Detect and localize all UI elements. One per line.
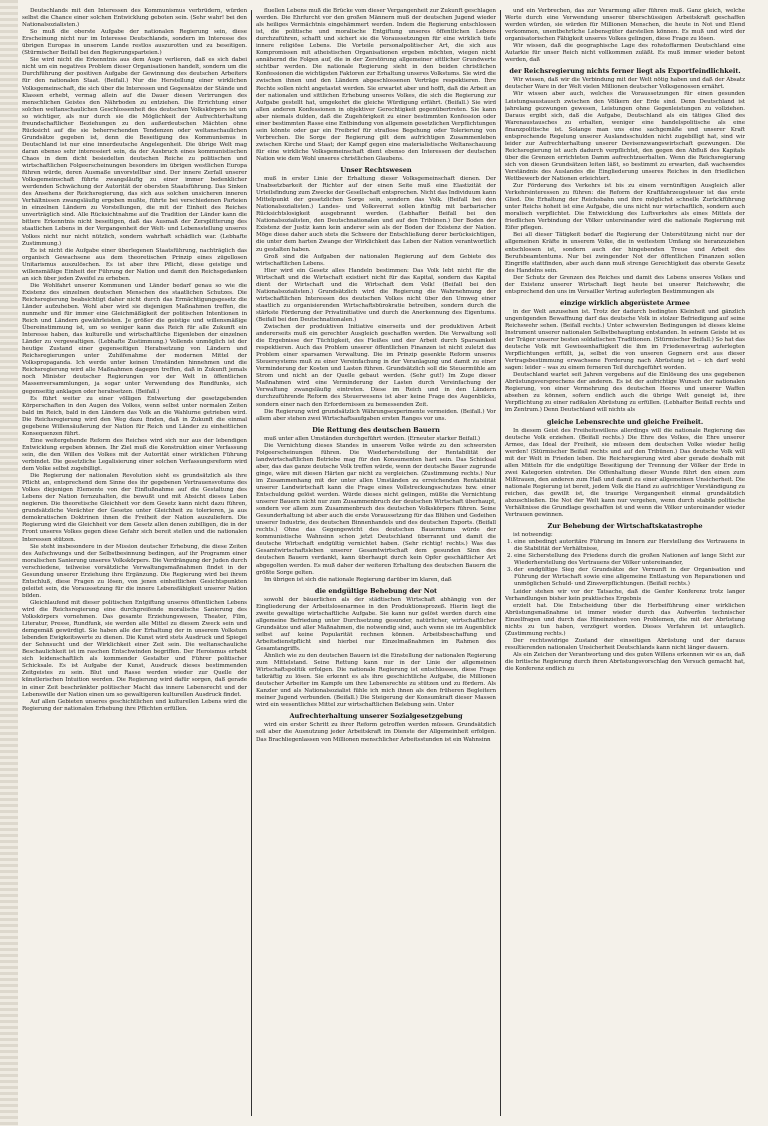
paragraph: Sie steht insbesondere in der Mission deutscher Erhebung, die diese Zeiten des Aufschwungs und der Selbstbesinnung bedingen, auf ihr Programm einer moralischen Sanierung unseres Volkskörpers. Die Verdrängung der Juden durch verschiedene, teilweise vorsätzliche Verwaltungsmaßnahmen findet in der Gesundung unserer Erziehung ihre Ergänzung. Die Regierung wird bei ihrem Entschluß, diese Fragen zu lösen, von jenen einheitlichen Gesichtspunkten geleitet sein, die Voraussetzung für die innere Lebensfähigkeit unserer Nation bilden. [22,543,247,599]
column-divider-right [500,10,501,1116]
paragraph: So muß die oberste Aufgabe der nationalen Regierung sein, diese Erscheinung nicht nur im Interesse Deutschlands, sondern im Interesse des übrigen Europas in unserem Lande restlos auszurotten und zu beseitigen. (Stürmischer Beifall bei den Regierungsparteien.) [22,29,247,57]
paragraph: Sie wird nicht die Erkenntnis aus dem Auge verlieren, daß es sich dabei nicht um ein negatives Problem dieser Organisationen handelt, sondern um die Durchführung der positiven Aufgabe der Gewinnung des deutschen Arbeiters für den nationalen Staat. (Beifall.) Nur die Herstellung einer wirklichen Volksgemeinschaft, die sich über die Interessen und Gegensätze der Stände und Klassen erhebt, vermag allein auf die Dauer diesen Verirrungen des menschlichen Geistes den Nährboden zu entziehen. Die Errichtung einer solchen weltanschaulichen Geschlossenheit des deutschen Volkskörpers ist um so wichtiger, als nur durch sie die Möglichkeit der Aufrechterhaltung freundschaftlicher Beziehungen zu den außerdeutschen Mächten ohne Rücksicht auf die sie beherrschenden Tendenzen oder weltanschaulichen Grundsätze gegeben ist, denn die Beseitigung des Kommunismus in Deutschland ist nur eine innerdeutsche Angelegenheit. Die übrige Welt mag daran ebenso sehr interessiert sein, da der Ausbruch eines kommunistischen Chaos in dem dicht besiedelten deutschen Reiche zu politischen und wirtschaftlichen Folgeerscheinungen besonders im übrigen westlichen Europa führen würde, deren Ausmaße unvorstellbar sind. Der innere Zerfall unserer Volksgemeinschaft führte zwangsläufig zu einer immer bedenklicher werdenden Schwächung der Autorität der obersten Staatsführung. Das Sinken des Ansehens der Reichsregierung, das sich aus solchen unsicheren inneren Verhältnissen zwangsläufig ergeben mußte, führte bei verschiedenen Parteien in einzelnen Ländern zu Vorstellungen, die mit der Einheit des Reiches unverträglich sind. Alle Rücksichtnahme auf die Tradition der Länder kann die bittere Erkenntnis nicht beseitigen, daß das Ausmaß der Zersplitterung des staatlichen Lebens in der Vergangenheit der Welt- und Lebensstellung unseres Volkes nicht nur nicht nützlich, sondern wahrhaft schädlich war. (Lebhafte Zustimmung.) [22,57,247,247]
paragraph: Auf allen Gebieten unseres geschichtlichen und kulturellen Lebens wird die Regierung der nationalen Erhebung ihre Pflichten erfüllen. [22,698,247,712]
paragraph: Zur Förderung des Verkehrs ist bis zu einem vernünftigen Ausgleich aller Verkehrsinteressen zu führen: die Reform der Kraftfahrzeugsteuer ist das erste Glied. Die Erhaltung der Reichsbahn und ihre möglichst schnelle Zurückführung unter Reichs hoheit ist eine Aufgabe, die uns nicht nur wirtschaftlich, sondern auch moralisch verpflichtet. Die Entwicklung des Luftverkehrs als eines Mittels der friedlichen Verbindung der Völker untereinander wird die nationale Regierung mit Eifer pflegen. [505,183,745,232]
paragraph: Wir wissen aber auch, welches die Voraussetzungen für einen gesunden Leistungsaustausch zwischen den Völkern der Erde sind. Denn Deutschland ist jahrelang gezwungen gewesen, Leistungen ohne Gegenleistungen zu vollziehen. Daraus ergibt sich, daß die Aufgabe, Deutschland als ein tätiges Glied des Warenaustausches zu erhalten, weniger eine handelspolitische als eine finanzpolitische ist. Solange man uns eine sachgemäße und unserer Kraft entsprechende Regelung unserer Auslandsschulden nicht zugebilligt hat, sind wir leider zur Aufrechterhaltung unserer Devisenzwangswirtschaft gezwungen. Die Reichsregierung ist auch dadurch verpflichtet, den gegen den Abfluß des Kapitals über die Grenzen errichteten Damm aufrechtzuerhalten. Wenn die Reichsregierung sich von diesen Grundsätzen leiten läßt, so bestimmt zu erwarten, daß wachsendes Verständnis des Auslandes die Eingliederung unseres Reiches in den friedlichen Wettbewerb der Nationen erleichtert. [505,91,745,183]
section-heading: Zur Behebung der Wirtschaftskatastrophe [547,522,703,531]
section-heading: Die Rettung des deutschen Bauern [312,425,440,434]
column-left [22,8,247,1118]
paragraph: und ein Verbrechen, das zur Verarmung aller führen muß. Ganz gleich, welche Werte durch eine Verwendung unserer überschüssigen Arbeitskraft geschaffen werden würden, sie würden für Millionen Menschen, die heute in Not und Elend verkommen, unentbehrliche Lebensgüter darstellen können. Es muß und wird der organisatorischen Fähigkeit unseres Volkes gelingen, diese Frage zu lösen. [505,8,745,43]
paragraph: Der Schutz der Grenzen des Reiches und damit des Lebens unseres Volkes und der Existenz unserer Wirtschaft liegt heute bei unserer Reichswehr, die entsprechend den uns im Versailler Vertrag auferlegten Bestimmungen als [505,274,745,295]
paragraph: Als ein Zeichen der Verantwortung und des guten Willens erkennen wir es an, daß die britische Regierung durch ihren Abrüstungsvorschlag den Versuch gemacht hat, die Konferenz endlich zu [505,651,745,673]
paragraph: In diesem Geist des Freiheitswillens allerdings will die nationale Regierung das deutsche Volk erziehen. (Beifall rechts.) Die Ehre des Volkes, die Ehre unserer Armee, das Ideal der Freiheit, sie müssen dem deutschen Volke wieder heilig werden! (Stürmischer Beifall rechts und auf den Tribünen.) Das deutsche Volk will mit der Welt in Frieden leben. Die Reichsregierung wird aber gerade deshalb mit allen Mitteln für die endgültige Beseitigung der Trennung der Völker der Erde in zwei Kategorien eintreten. Die Offenhaltung dieser Wunde führt den einen zum Mißtrauen, den anderen zum Haß und damit zu einer allgemeinen Unsicherheit. Die nationale Regierung ist bereit, jedem Volk die Hand zu aufrichtiger Verständigung zu reichen, das gewillt ist, die traurige Vergangenheit einmal grundsätzlich abzuschließen. Die Not der Welt kann nur vergehen, wenn durch stabile politische Verhältnisse die Grundlage geschaffen ist und wenn die Völker untereinander wieder Vertrauen gewinnen. [505,427,745,519]
paragraph: erzielt hat. Die Entscheidung über die Herbeiführung einer wirklichen Abrüstungsmaßnahme ist immer wieder durch das Aufwerfen technischer Einzelfragen und durch das Hineinziehen von Problemen, die mit der Abrüstung nichts zu tun haben, verzögert worden. Dieses Verfahren ist untauglich. (Zustimmung rechts.) [505,602,745,637]
section-heading: Unser Rechtswesen [340,166,412,175]
paragraph: Die Regierung wird grundsätzlich Währungsexperimente vermeiden. (Beifall.) Vor allem aber stehen zwei Wirtschaftsaufgaben ersten Ranges vor uns. [256,408,496,422]
binding-gutter [0,0,18,1126]
paragraph: sowohl der bäuerlichen als der städtischen Wirtschaft abhängig von der Eingliederung der Arbeitslosenarmee in den Produktionsprozeß. Hierin liegt die zweite gewaltige wirtschaftliche Aufgabe. Sie kann nur gelöst werden durch eine allgemeine Befriedung unter Durchsetzung gesunder, natürlicher, wirtschaftlicher Grundsätze und aller Maßnahmen, die notwendig sind, auch wenn sie im Augenblick selbst auf keine Popularität rechnen können. Arbeitsbeschaffung und Arbeitsdienstpflicht sind hierbei nur Einzelmaßnahmen im Rahmen des Gesamtangriffs. [256,596,496,652]
paragraph: Der rechtswidrige Zustand der einseitigen Abrüstung und der daraus resultierenden nationalen Unsicherheit Deutschlands kann nicht länger dauern. [505,637,745,651]
numbered-list [505,539,745,588]
paragraph: Ähnlich wie zu den deutschen Bauern ist die Einstellung der nationalen Regierung zum Mittelstand. Seine Rettung kann nur in der Linie der allgemeinen Wirtschaftspolitik erfolgen. Die nationale Regierung ist entschlossen, diese Frage tatkräftig zu lösen. Sie erkennt es als ihre geschichtliche Aufgabe, die Millionen deutscher Arbeiter im Kampfe um ihre Lebensrechte zu stützen und zu fördern. Als Kanzler und als Nationalsozialist fühle ich mich ihnen als den früheren Begleitern meiner Jugend verbunden. (Beifall.) Die Steigerung der Konsumkraft dieser Massen wird ein wesentliches Mittel zur wirtschaftlichen Belebung sein. Unter [256,653,496,709]
section-heading: die endgültige Behebung der Not [314,586,438,595]
section-heading: Aufrechterhaltung unserer Sozialgesetzgebung [289,712,463,721]
paragraph: Die Wohlfahrt unserer Kommunen und Länder bedarf genau so wie die Existenz des einzelnen deutschen Menschen des staatlichen Schutzes. Die Reichsregierung beabsichtigt daher nicht durch das Ermächtigungsgesetz die Länder aufzuheben. Wohl aber wird sie diejenigen Maßnahmen treffen, die nunmehr und für immer eine Gleichmäßigkeit der politischen Intentionen in Reich und Ländern gewährleisten. Je größer die geistige und willensmäßige Übereinstimmung ist, um so weniger kann das Reich für alle Zukunft ein Interesse haben, das kulturelle und wirtschaftliche Eigenleben der einzelnen Länder zu vergewaltigen. (Lebhafte Zustimmung.) Vollends unmöglich ist der heutige Zustand einer gegenseitigen Herabsetzung von Ländern und Reichsregierungen unter Zuhilfenahme der modernen Mittel der Volkspropaganda. Ich werde unter keinen Umständen hinnehmen und die Reichsregierung wird alle Maßnahmen dagegen treffen, daß in Zukunft jemals noch Minister deutscher Regierungen vor der Welt in öffentlichen Massenversammlungen, ja sogar unter Verwendung des Rundfunks, sich gegenseitig anklagen oder herabsetzen. (Beifall.) [22,282,247,395]
paragraph: fluellen Lebens muß die Brücke vom dieser Vergangenheit zur Zukunft geschlagen werden. Die Ehrfurcht vor den großen Männern muß der deutschen Jugend wieder als heiliges Vermächtnis eingehämmert werden. Indem die Regierung entschlossen ist, die politische und moralische Entgiftung unseres öffentlichen Lebens durchzuführen, schafft und sichert sie die Voraussetzungen für eine wirklich tiefe innere religiöse Lebens. Die Vorteile personalpolitischer Art, die sich aus Kompromissen mit atheistischen Organisationen ergeben möchten, wiegen nicht annähernd die Folgen auf, die in der Zerstörung allgemeiner sittlicher Grundwerte sichtbar werden. Die nationale Regierung sieht in den beiden christlichen Konfessionen die wichtigsten Faktoren zur Erhaltung unseres Volkstums. Sie wird die zwischen ihnen und den Ländern abgeschlossenen Verträge respektieren. Ihre Rechte sollen nicht angetastet werden. Sie erwartet aber und hofft, daß die Arbeit an der nationalen und sittlichen Erhebung unseres Volkes, die sich die Regierung zur Aufgabe gestellt hat, umgekehrt die gleiche Würdigung erfährt. (Beifall.) Sie wird allen anderen Konfessionen in objektiver Gerechtigkeit gegenübertreten. Sie kann aber niemals dulden, daß die Zugehörigkeit zu einer bestimmten Konfession oder einer bestimmten Rasse eine Entbindung von allgemein gesetzlichen Verpflichtungen sein könnte oder gar ein Freibrief für straflose Begehung oder Tolerierung von Verbrechen. Die Sorge der Regierung gilt dem aufrichtigen Zusammenleben zwischen Kirche und Staat; der Kampf gegen eine materialistische Weltanschauung für eine wirkliche Volksgemeinschaft dient ebenso den Interessen der deutschen Nation wie dem Wohl unseres christlichen Glaubens. [256,8,496,162]
paragraph: Die Regierung der nationalen Revolution sieht es grundsätzlich als ihre Pflicht an, entsprechend dem Sinne des ihr gegebenen Vertrauensvotums des Volkes diejenigen Elemente von der Einflußnahme auf die Gestaltung des Lebens der Nation fernzuhalten, die bewußt und mit Absicht dieses Leben negieren. Die theoretische Gleichheit vor dem Gesetz kann nicht dazu führen, grundsätzliche Verächter der Gesetze unter Gleichheit zu tolerieren, ja aus demokratischen Doktrinen ihnen die Freiheit der Nation auszuliefern. Die Regierung wird die Gleichheit vor dem Gesetz allen denen zubilligen, die in der Front unseres Volkes gegen diese Gefahr sich bereit stellen und die nationalen Interessen stützen. [22,473,247,543]
list-item: 3. der endgültige Sieg der Grundsätze der Vernunft in der Organisation und Führung der Wirtschaft sowie eine allgemeine Entlastung von Reparationen und unmöglichen Schuld- und Zinsverpflichtungen. (Beifall rechts.) [514,567,745,588]
paragraph: Deutschlands mit den Interessen des Kommunismus verbrüdern, würden selbst die Chance einer solchen Entwicklung geboten sein. (Sehr wahr! bei den Nationalsozialisten.) [22,8,247,29]
paragraph: Wir wissen, daß wir die Verbindung mit der Welt nötig haben und daß der Absatz deutscher Ware in der Welt vielen Millionen deutscher Volksgenossen ernährt. [505,77,745,91]
column-right [505,8,745,1118]
paragraph: Gleichlaufend mit dieser politischen Entgiftung unseres öffentlichen Lebens wird die Reichsregierung eine durchgreifende moralische Sanierung des Volkskörpers vornehmen. Das gesamte Erziehungswesen, Theater, Film, Literatur, Presse, Rundfunk, sie werden alle Mittel zu diesem Zweck sein und demgemäß gewürdigt. Sie haben alle der Erhaltung der in unserem Volkstum lebenden Ewigkeitswerte zu dienen. Die Kunst wird stets Ausdruck und Spiegel der Sehnsucht und der Wirklichkeit einer Zeit sein. Die weltanschauliche Beschaulichkeit ist im raschen Entschwinden begriffen. Der Heroismus erhebt sich leidenschaftlich als kommender Gestalter und Führer politischer Schicksale. Es ist Aufgabe der Kunst, Ausdruck dieses bestimmenden Zeitgeistes zu sein. Blut und Rasse werden wieder zur Quelle der künstlerischen Intuition werden. Die Regierung wird dafür sorgen, daß gerade in einer Zeit beschränkter politischer Macht das innere Lebensrecht und der Lebenswille der Nation einen um so gewaltigeren kulturellen Ausdruck findet. [22,599,247,698]
paragraph: Eine weitergehende Reform des Reiches wird sich nur aus der lebendigen Entwicklung ergeben können. Ihr Ziel muß die Konstruktion einer Verfassung sein, die den Willen des Volkes mit der Autorität einer wirklichen Führung verbindet. Die gesetzliche Legalisierung einer solchen Verfassungsreform wird dem Volke selbst zugebilligt. [22,437,247,473]
paragraph: Im übrigen ist sich die nationale Regierung darüber im klaren, daß [264,576,452,583]
paragraph: Es ist nicht die Aufgabe einer überlegenen Staatsführung, nachträglich das organisch Gewachsene aus dem theoretischen Prinzip eines zügellosen Unitarismus auszulöschen. Es ist aber ihre Pflicht, diese geistige und willensmäßige Einheit der Führung der Nation und damit den Reichsgedanken an sich über jeden Zweifel zu erheben. [22,247,247,282]
paragraph: wird ein erster Schritt zu ihrer Reform getroffen werden müssen. Grundsätzlich soll aber die Ausnutzung jeder Arbeitskraft im Dienste der Allgemeinheit erfolgen. Das Brachliegenlassen von Millionen menschlicher Arbeitsstunden ist ein Wahnsinn [256,722,496,743]
paragraph: Deutschland wartet seit Jahren vergebens auf die Einlösung des uns gegebenen Abrüstungsversprechens der anderen. Es ist der aufrichtige Wunsch der nationalen Regierung, von einer Vermehrung des deutschen Heeres und unserer Waffen absehen zu können, sofern endlich auch die übrige Welt geneigt ist, ihre Verpflichtung zu einer radikalen Abrüstung zu erfüllen. (Lebhafter Beifall rechts und im Zentrum.) Denn Deutschland will nichts als [505,372,745,414]
paragraph: ist notwendig: [513,532,553,539]
paragraph: muß unter allen Umständen durchgeführt werden. (Erneuter starker Beifall.) [264,435,481,442]
section-heading: der Reichsregierung nichts ferner liegt als Exportfeindlichkeit. [509,67,741,76]
paragraph: Wir wissen, daß die geographische Lage des rohstoffarmen Deutschland eine Autarkie für unser Reich nicht vollkommen zuläßt. Es muß immer wieder betont werden, daß [505,43,745,64]
paragraph: Bei all dieser Tätigkeit bedarf die Regierung der Unterstützung nicht nur der allgemeinen Kräfte in unserem Volke, die in weitestem Umfang sie heranzuziehen entschlossen ist, sondern auch der hingebenden Treue und Arbeit des Berufsbeamtentums. Nur bei zwingender Not der öffentlichen Finanzen sollen Eingriffe stattfinden, aber auch dann muß strenge Gerechtigkeit das oberste Gesetz des Handelns sein. [505,232,745,274]
paragraph: Leider stehen wir vor der Tatsache, daß die Genfer Konferenz trotz langer Verhandlungen bisher kein praktisches Ergebnis [505,588,745,602]
list-item: 2. eine Sicherstellung des Friedens durch die großen Nationen auf lange Sicht zur Wiederherstellung des Vertrauens der Völker untereinander, [514,553,745,567]
paragraph: Es führt weiter zu einer völligen Entwertung der gesetzgebenden Körperschaften in den Augen des Volkes, wenn selbst unter normalen Zeiten bald im Reich, bald in den Ländern das Volk an die Wahlurne getrieben wird. Die Reichsregierung wird den Weg dazu finden, daß in Zukunft die einmal gegebene Willensäußerung der Nation für Reich und Länder zu einheitlichen Konsequenzen führt. [22,395,247,437]
paragraph: Zwischen der produktiven Initiative einerseits und der produktiven Arbeit andererseits muß ein gerechter Ausgleich geschaffen werden. Die Verwaltung soll die Ergebnisse der Tüchtigkeit, des Fleißes und der Arbeit durch Sparsamkeit respektieren. Auch das Problem unserer öffentlichen Finanzen ist nicht zuletzt das Problem einer sparsamen Verwaltung. Die im Prinzip gesenkte Reform unseres Steuersystems muß zu einer Vereinfachung in der Veranlagung und damit zu einer Verminderung der Kosten und Lasten führen. Grundsätzlich soll die Steuermühle am Strom und nicht an der Quelle gebaut werden. (Sehr gut!) Im Zuge dieser Maßnahmen wird eine Verminderung der Lasten durch Vereinfachung der Verwaltung zwangsläufig eintreten. Diese im Reich und in den Ländern durchzuführende Reform des Steuerwesens ist aber keine Frage des Augenblicks, sondern einer nach den Erfordernissen zu bemessenden Zeit. [256,324,496,408]
section-heading: gleiche Lebensrechte und gleiche Freiheit. [546,417,704,426]
section-heading: einzige wirklich abgerüstete Armee [560,298,690,307]
paragraph: Die Vernichtung dieses Standes in unserem Volke würde zu den schwersten Folgeerscheinungen führen. Die Wiederherstellung der Rentabilität der landwirtschaftlichen Betriebe mag für den Konsumenten hart sein. Das Schicksal aber, das das ganze deutsche Volk treffen würde, wenn der deutsche Bauer zugrunde ginge, wäre mit diesen Härten gar nicht zu vergleichen. (Zustimmung rechts.) Nur im Zusammenhang mit der unter allen Umständen zu erreichenden Rentabilität unserer Landwirtschaft kann die Frage eines Vollstreckungsschutzes bzw. einer Entschuldung gelöst werden. Würde dieses nicht gelingen, müßte die Vernichtung unserer Bauern nicht nur zum Zusammenbruch der deutschen Wirtschaft überhaupt, sondern vor allem zum Zusammenbruch des deutschen Volkskörpers führen. Seine Gesunderhaltung ist aber auch die erste Voraussetzung für das Blühen und Gedeihen unserer Industrie, des deutschen Binnenhandels und des deutschen Exports. (Beifall rechts.) Ohne das Gegengewicht des deutschen Bauerntums würde der kommunistische Wahnsinn schon jetzt Deutschland überrannt und damit die deutsche Wirtschaft endgültig vernichtet haben. (Sehr richtig! rechts.) Was das Gesamtwirtschaftsleben unserer Gesamtwirtschaft dem gesunden Sinn des deutschen Bauern verdankt, kann überhaupt durch kein Opfer geschäftlicher Art abgegolten werden. Es muß daher der weiteren Erhaltung des deutschen Bauern die größte Sorge gelten. [256,442,496,576]
paragraph: Groß sind die Aufgaben der nationalen Regierung auf dem Gebiete des wirtschaftlichen Lebens. [256,253,496,267]
paragraph: muß in erster Linie der Erhaltung dieser Volksgemeinschaft dienen. Der Unabsetzbarkeit der Richter auf der einen Seite muß eine Elastizität der Urteilsfindung zum Zwecke der Gesellschaft entsprechen. Nicht das Individuum kann Mittelpunkt der gesetzlichen Sorge sein, sondern das Volk. (Beifall bei den Nationalsozialisten.) Landes- und Volksverrat sollen künftig mit barbarischer Rücksichtslosigkeit ausgebrannt werden. (Lebhafter Beifall bei den Nationalsozialisten, den Deutschnationalen und auf den Tribünen.) Der Boden der Existenz der Justiz kann kein anderer sein als der Boden der Existenz der Nation. Möge diese daher auch stets die Schwere der Entschließung derer berücksichtigen, die unter dem harten Zwange der Wirklichkeit das Leben der Nation verantwortlich zu gestalten haben. [256,176,496,253]
column-divider-left [251,10,252,1116]
paragraph: in der Welt anzusehen ist. Trotz der dadurch bedingten Kleinheit und gänzlich ungenügenden Bewaffnung darf das deutsche Volk in stolzer Befriedigung auf seine Reichswehr sehen. (Beifall rechts.) Unter schwersten Bedingungen ist dieses kleine Instrument unserer nationalen Selbstbehauptung entstanden. In seinem Geiste ist es der Träger unserer besten soldatischen Traditionen. (Stürmischer Beifall.) So hat das deutsche Volk mit Gewissenhaftigkeit die ihm im Friedensvertrag auferlegten Verpflichtungen erfüllt, ja, selbst die von unseren Gegnern erst aus dieser Vertragsbestimmung erwachsene Forderung nach Abrüstung ist – ich darf wohl sagen: leider – was zu einem ferneren Teil durchgeführt worden. [505,308,745,372]
list-item: 1. eine unbedingt autoritäre Führung im Innern zur Herstellung des Vertrauens in die Stabilität der Verhältnisse, [514,539,745,553]
paragraph: Hier wird ein Gesetz alles Handeln bestimmen: Das Volk lebt nicht für die Wirtschaft und die Wirtschaft existiert nicht für das Kapital, sondern das Kapital dient der Wirtschaft und die Wirtschaft dem Volk! (Beifall bei den Nationalsozialisten.) Grundsätzlich wird die Regierung die Wahrnehmung der wirtschaftlichen Interessen des deutschen Volkes nicht über den Umweg einer staatlich zu organisierenden Wirtschaftsbürokratie betreiben, sondern durch die stärkste Förderung der Privatinitiative und durch die Anerkennung des Eigentums. (Beifall bei den Deutschnationalen.) [256,267,496,323]
column-middle [256,8,496,1118]
